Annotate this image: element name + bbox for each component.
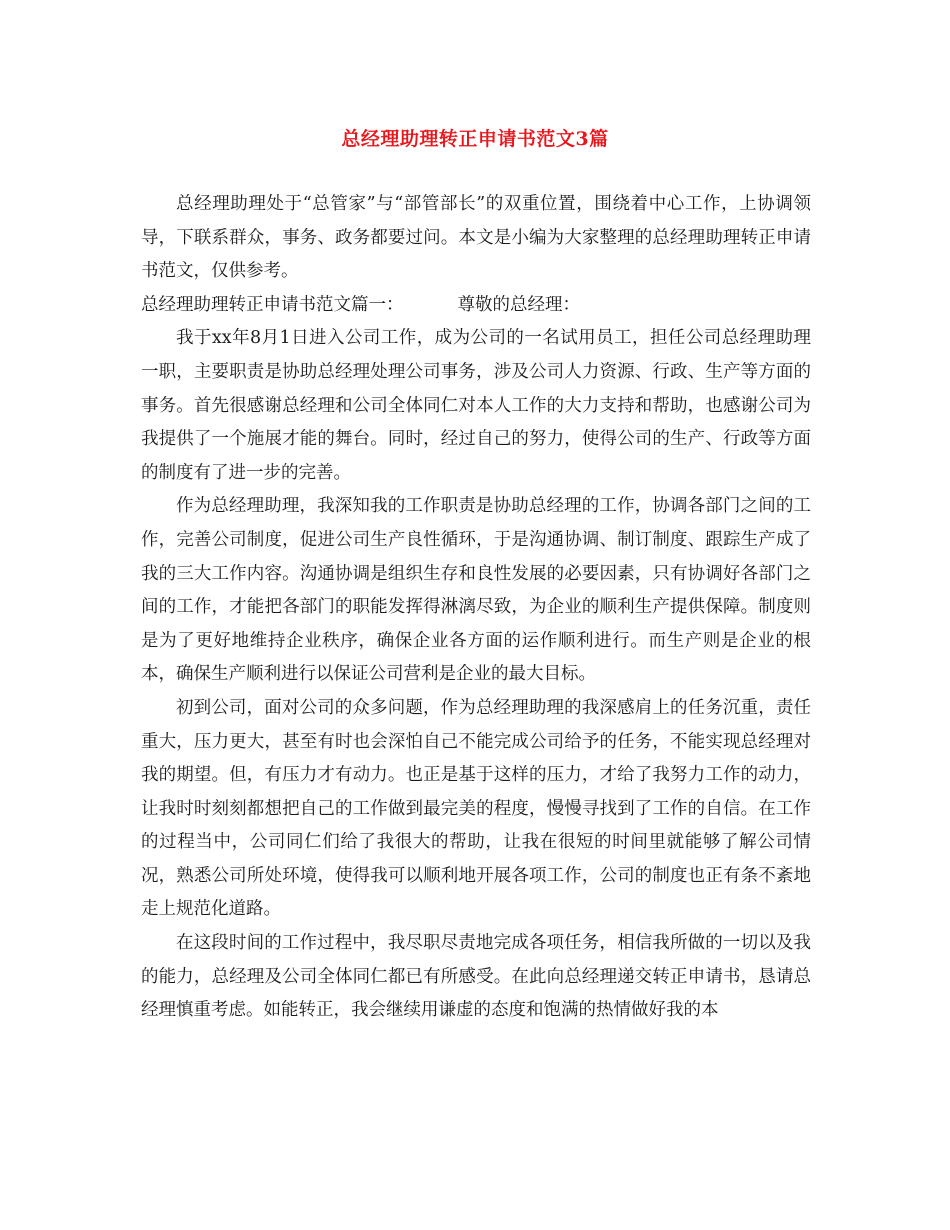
body-paragraph: 在这段时间的工作过程中，我尽职尽责地完成各项任务，相信我所做的一切以及我的能力，总经理及公司全体同仁都已有所感受。在此向总经理递交转正申请书，恳请总经理慎重考虑。如能转正，我会继续用谦虚的态度和饱满的热情做好我的本 [141, 933, 811, 1021]
salutation: 尊敬的总经理： [457, 294, 580, 315]
body-paragraph: 初到公司，面对公司的众多问题，作为总经理助理的我深感肩上的任务沉重，责任重大，压力更大，甚至有时也会深怕自己不能完成公司给予的任务，不能实现总经理对我的期望。但，有压力才有动力。也正是基于这样的压力，才给了我努力工作的动力，让我时时刻刻都想把自己的工作做到最完美的程度，慢慢寻找到了工作的自信。在工作的过程当中，公司同仁们给了我很大的帮助，让我在很短的时间里就能够了解公司情况，熟悉公司所处环境，使得我可以顺利地开展各项工作，公司的制度也正有条不紊地走上规范化道路。 [141, 697, 811, 920]
document-body [141, 188, 811, 1028]
section-heading: 总经理助理转正申请书范文篇一： [141, 294, 404, 315]
body-paragraph: 作为总经理助理，我深知我的工作职责是协助总经理的工作，协调各部门之间的工作，完善公司制度，促进公司生产良性循环，于是沟通协调、制订制度、跟踪生产成了我的三大工作内容。沟通协调是组织生存和良性发展的必要因素，只有协调好各部门之间的工作，才能把各部门的职能发挥得淋漓尽致，为企业的顺利生产提供保障。制度则是为了更好地维持企业秩序，确保企业各方面的运作顺利进行。而生产则是企业的根本，确保生产顺利进行以保证公司营利是企业的最大目标。 [141, 496, 811, 685]
document-title: 总经理助理转正申请书范文3篇 [341, 128, 609, 150]
body-paragraph: 我于xx年8月1日进入公司工作，成为公司的一名试用员工，担任公司总经理助理一职，主要职责是协助总经理处理公司事务，涉及公司人力资源、行政、生产等方面的事务。首先很感谢总经理和公司全体同仁对本人工作的大力支持和帮助，也感谢公司为我提供了一个施展才能的舞台。同时，经过自己的努力，使得公司的生产、行政等方面的制度有了进一步的完善。 [141, 328, 811, 483]
intro-paragraph: 总经理助理处于“总管家”与“部管部长”的双重位置，围绕着中心工作，上协调领导，下联系群众，事务、政务都要过问。本文是小编为大家整理的总经理助理转正申请书范文，仅供参考。 [141, 194, 811, 282]
section-heading-line [141, 289, 811, 323]
